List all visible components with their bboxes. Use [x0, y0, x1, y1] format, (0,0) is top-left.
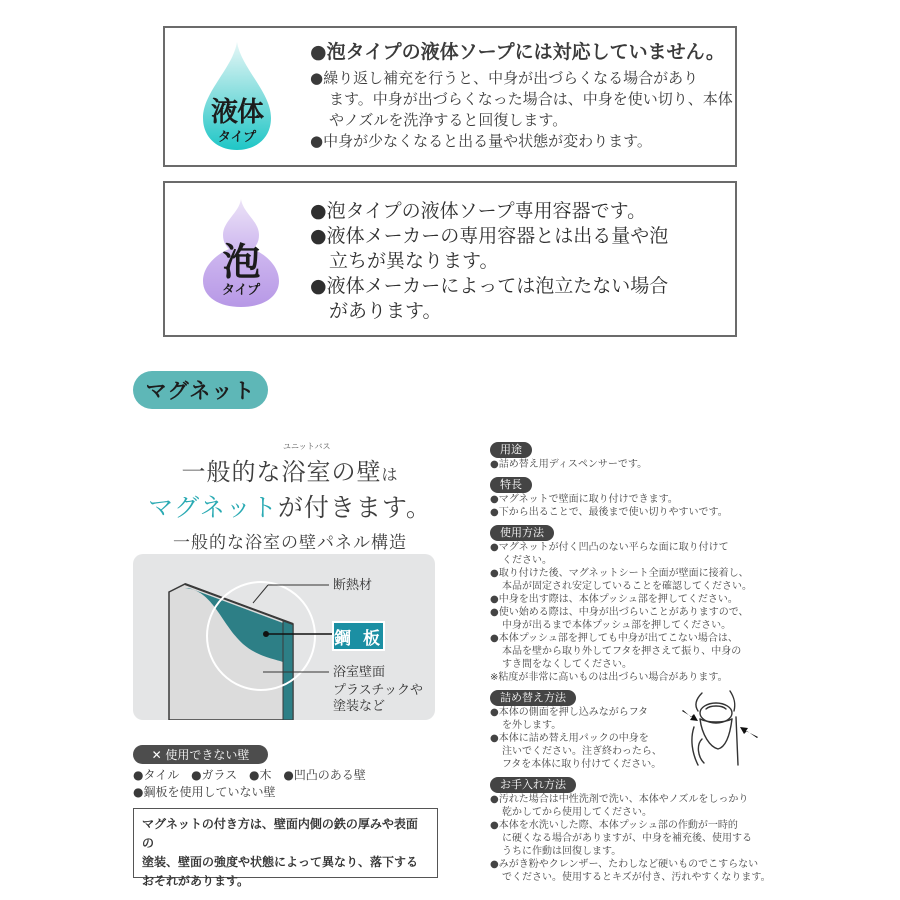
steel-plate-label: 鋼 板 [332, 621, 385, 651]
info-line: に硬くなる場合がありますが、中身を補充後、使用する [502, 833, 752, 844]
unusable-wall-item: ●木 [249, 768, 272, 782]
headline-text: が付きます。 [277, 493, 432, 522]
liquid-type-sublabel: タイプ [217, 130, 257, 145]
section-tag: 詰め替え方法 [490, 690, 576, 706]
info-line: ●マグネットが付く凹凸のない平らな面に取り付けて [490, 542, 729, 553]
info-line: を外します。 [502, 720, 562, 731]
foam-notes [310, 199, 715, 324]
foam-note-line: ●泡タイプの液体ソープ専用容器です。 [310, 200, 647, 222]
foam-note-line: ●液体メーカーによっては泡立たない場合 [310, 275, 669, 297]
product-info-column [490, 438, 780, 884]
warning-line: マグネットの付き方は、壁面内側の鉄の厚みや表面の [142, 817, 418, 850]
headline-ruby: ユニットバス [283, 442, 331, 451]
refill-method-section [490, 684, 780, 771]
liquid-note-line: ます。中身が出づらくなった場合は、中身を使い切り、本体 [329, 90, 733, 108]
magnet-warning-box [133, 808, 438, 888]
care-method-section [490, 771, 780, 884]
headline-accent: マグネット [148, 493, 278, 522]
headline-text: 一般的な [181, 458, 282, 486]
info-line: ●本体プッシュ部を押しても中身が出てこない場合は、 [490, 633, 738, 644]
wall-structure-diagram [133, 554, 435, 720]
headline-line-1 [130, 452, 450, 487]
info-line: ●本体を水洗いした際、本体プッシュ部の作動が一時的 [490, 820, 738, 831]
liquid-note-line: やノズルを洗浄すると回復します。 [329, 111, 568, 129]
wall-material-label: 塗装など [333, 699, 386, 714]
usage-section [490, 438, 780, 471]
magnet-section-title: マグネット [133, 371, 268, 409]
insulation-label: 断熱材 [333, 578, 373, 593]
info-line: 乾かしてから使用してください。 [502, 807, 652, 818]
info-line: ●マグネットで壁面に取り付けできます。 [490, 494, 678, 505]
unusable-wall-item: ●鋼板を使用していない壁 [133, 785, 276, 799]
info-line: ●本体の側面を押し込みながらフタ [490, 707, 649, 718]
warning-line: おそれがあります。 [142, 874, 250, 888]
liquid-type-label: 液体 [211, 97, 263, 128]
how-to-use-section [490, 519, 780, 684]
section-tag: 特長 [490, 477, 532, 493]
info-line: ※粘度が非常に高いものは出づらい場合があります。 [490, 672, 728, 683]
foam-type-box [163, 181, 737, 337]
foam-drop-icon [201, 197, 281, 309]
info-line: ください。 [502, 555, 552, 566]
info-line: ●みがき粉やクレンザー、たわしなど硬いものでこすらない [490, 859, 759, 870]
info-line: 中身が出るまで本体プッシュ部を押してください。 [502, 620, 732, 631]
liquid-note-line: ●繰り返し補充を行うと、中身が出づらくなる場合があり [310, 69, 699, 87]
refill-hand-illustration-icon [680, 687, 760, 767]
features-section [490, 471, 780, 519]
liquid-note-line: ●中身が少なくなると出る量や状態が変わります。 [310, 132, 652, 150]
info-line: ●使い始める際は、中身が出づらいことがありますので、 [490, 607, 749, 618]
wall-surface-label: 浴室壁面 [333, 665, 386, 680]
info-line: ●下から出ることで、最後まで使い切りやすいです。 [490, 507, 728, 518]
foam-note-line: 立ちが異なります。 [329, 250, 499, 272]
liquid-type-box [163, 26, 737, 167]
info-line: 本品を壁から取り外してフタを押さえて振り、中身の [502, 646, 742, 657]
wall-material-label: プラスチックや [333, 683, 423, 698]
liquid-notes [310, 40, 733, 152]
foam-type-sublabel: タイプ [221, 283, 261, 298]
info-line: ●汚れた場合は中性洗剤で洗い、本体やノズルをしっかり [490, 794, 749, 805]
section-tag: お手入れ方法 [490, 777, 576, 793]
liquid-note-line: ●泡タイプの液体ソープには対応していません。 [310, 41, 725, 63]
unusable-walls-list [133, 767, 374, 801]
info-line: ●取り付けた後、マグネットシート全面が壁面に接着し、 [490, 568, 749, 579]
headline-text: の壁 [331, 458, 382, 486]
foam-type-label: 泡 [222, 240, 260, 284]
info-line: うちに作動は回復します。 [502, 846, 622, 857]
info-line: フタを本体に取り付けてください。 [502, 759, 662, 770]
diagram-caption: 一般的な浴室の壁パネル構造 [173, 533, 407, 553]
headline-line-2 [130, 488, 450, 524]
foam-note-line: があります。 [329, 300, 442, 322]
unusable-wall-item: ●タイル [133, 768, 180, 782]
water-drop-icon [201, 40, 273, 152]
unusable-wall-item: ●凹凸のある壁 [283, 768, 366, 782]
unusable-walls-label: ✕ 使用できない壁 [133, 745, 268, 764]
info-line: ●本体に詰め替え用パックの中身を [490, 733, 649, 744]
info-line: 注いでください。注ぎ終わったら、 [502, 746, 662, 757]
headline-text: 浴室 [281, 458, 332, 486]
info-line: ●中身を出す際は、本体プッシュ部を押してください。 [490, 594, 738, 605]
info-line: ●詰め替え用ディスペンサーです。 [490, 459, 648, 470]
unusable-wall-item: ●ガラス [191, 768, 238, 782]
warning-line: 塗装、壁面の強度や状態によって異なり、落下する [142, 855, 419, 869]
info-line: すき間をなくしてください。 [502, 659, 632, 670]
section-tag: 使用方法 [490, 525, 554, 541]
foam-note-line: ●液体メーカーの専用容器とは出る量や泡 [310, 225, 669, 247]
info-line: でください。使用するとキズが付き、汚れやすくなります。 [502, 872, 771, 883]
section-tag: 用途 [490, 442, 532, 458]
headline-text: は [381, 465, 399, 484]
info-line: 本品が固定され安定していることを確認してください。 [502, 581, 752, 592]
